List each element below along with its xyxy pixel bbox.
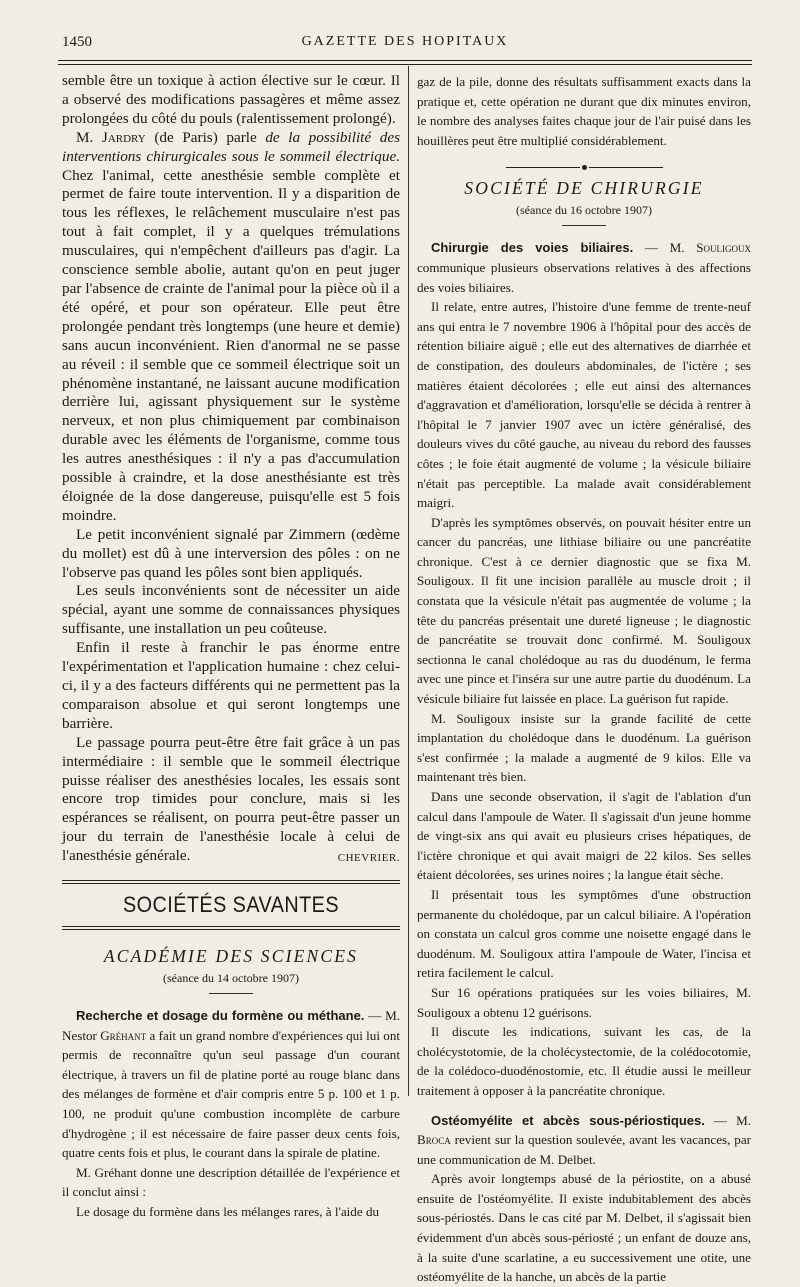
author-name: Souligoux [696, 240, 751, 256]
academy-heading: ACADÉMIE DES SCIENCES [103, 946, 359, 967]
paragraph: gaz de la pile, donne des résultats suffisamment exacts dans la pratique et, cette opération ne durant que dix minutes environ, le nombre des analyses faites chaque jour de l'air puisé dans les houillères peut être multiplié considérablement. [417, 74, 751, 148]
page-number: 1450 [62, 34, 92, 50]
paragraph: Dans une seconde observation, il s'agit de l'ablation d'un calcul dans l'ampoule de Water. Il s'agissait d'un jeune homme de vingt-six ans qui avait eu plusieurs crises hépatiques, de l'ictère chronique et qui avait maigri de 22 kilos. Ses selles étaient décolorées, ses urines noires ; la langue était sèche. [417, 789, 751, 883]
journal-title: GAZETTE DES HOPITAUX [301, 34, 509, 49]
article-title: Ostéomyélite et abcès sous-périostiques. [431, 1112, 705, 1128]
paragraph-last [62, 734, 400, 866]
paragraph: semble être un toxique à action élective sur le cœur. Il a observé des modifications passagères et même assez prolongées du côté du pouls (ralentissement prolongé). [62, 72, 400, 127]
paragraph-jardry [62, 129, 400, 526]
text: communique plusieurs observations relatives à des affections des voies biliaires. [417, 259, 751, 295]
text: Le passage pourra peut-être être fait grâce à un pas intermédiaire : il semble que le sommeil électrique puisse réaliser des anesthésies locales, les essais sont encore trop timides pour conclure, mais si les espérances se réalisent, on pourra peut-être passer un jour du terrain de l'anesthésie locale à celui de l'anesthésie générale. [62, 733, 400, 865]
paragraph-methane [62, 1006, 400, 1163]
author-name: Gréhant [100, 1027, 147, 1043]
article-title: Chirurgie des voies biliaires. [431, 240, 634, 256]
author-signature: CHEVRIER. [337, 852, 400, 865]
surgery-heading: SOCIÉTÉ DE CHIRURGIE [464, 178, 704, 199]
text: — M. [633, 240, 697, 256]
left-column [62, 72, 400, 1222]
paragraph: M. Gréhant donne une description détaillée de l'expérience et il conclut ainsi : [62, 1164, 400, 1200]
text: — M. Nestor [62, 1008, 400, 1043]
paragraph: D'après les symptômes observés, on pouvait hésiter entre un cancer du pancréas, une lithiase biliaire ou une pancréatite chronique. C'est à ce dernier diagnostic que se fixa M. Souligoux. Il fit une incision parallèle au muscle droit ; il constata que la vésicule n'était pas augmentée de volume ; la tête du pancréas présentait une dureté ligneuse ; le diagnostic de pancréatite se trouvait donc confirmé. M. Souligoux sectionna le canal cholédoque au ras du duodénum, le ferma avec une pince et l'inséra sur une autre partie du duodénum. La vésicule biliaire fut laissée en place. La guérison fut rapide. [417, 514, 751, 707]
paragraph: Les seuls inconvénients sont de nécessiter un aide spécial, ayant une somme de connaissances physiques suffisante, une installation un peu coûteuse. [62, 582, 400, 638]
paragraph: Il discute les indications, suivant les cas, de la cholécystotomie, de la cholécystectomie, de la colédocotomie, de la colédoco-duodénostomie, etc. Il étudie aussi le meilleur traitement à opposer à la pancréatite chronique. [417, 1024, 751, 1098]
header-rule-thin [58, 64, 752, 65]
paragraph: M. Souligoux insiste sur la grande facilité de cette implantation du cholédoque dans le duodénum. La guérison s'est confirmée ; la malade a augmenté de 9 kilos. Elle va maintenant très bien. [417, 710, 751, 785]
paragraph: Après avoir longtemps abusé de la périostite, on a abusé ensuite de l'ostéomyélite. Il existe indubitablement des abcès sous-périostés. Dans le cas cité par M. Delbet, il s'agissait bien évidemment d'un abcès sous-périosté ; un enfant de douze ans, à la suite d'une scarlatine, a eu successivement une otite, une ostéomyélite de la hanche, un abcès de la partie [417, 1171, 751, 1285]
author-name: Broca [417, 1132, 451, 1148]
paragraph: Le dosage du formène dans les mélanges rares, à l'aide du [76, 1204, 380, 1219]
section-heading: SOCIÉTÉS SAVANTES [123, 892, 339, 918]
text: — M. [704, 1112, 751, 1128]
section-rule [62, 880, 400, 884]
paragraph: Il présentait tous les symptômes d'une obstruction permanente du cholédoque, par un calcul biliaire. A l'opération on constata un calcul gros comme une noisette engagé dans le duodénum. M. Souligoux attira l'ampoule de Water, l'incisa et retira facilement le calcul. [417, 886, 751, 981]
paragraph-biliary [417, 238, 751, 297]
short-rule [209, 993, 253, 994]
session-date: (séance du 14 octobre 1907) [163, 971, 299, 986]
page-header [62, 34, 748, 54]
paragraph: Il relate, entre autres, l'histoire d'une femme de trente-neuf ans qui entra le 7 novembre 1906 à l'hôpital pour des accès de rétention biliaire aiguë ; elle eut des alternatives de diarrhée et de constipation, des douleurs abdominales, de l'ictère ; ses matières étaient décolorées ; elle eut ainsi des alternances d'aggravation et d'amélioration, lorsqu'elle se décida à rentrer à l'hôpital le 7 janvier 1907 avec un ictère généralisé, des douleurs vives du côté gauche, au niveau du rebord des fausses côtes ; le foie était augmenté de volume ; la vésicule biliaire n'était pas perceptible. La malade avait considérablement maigri. [417, 299, 751, 511]
paragraph: Enfin il reste à franchir le pas énorme entre l'expérimentation et l'application humaine : chez celui-ci, il y a des facteurs différents qui ne permettent pas la comparaison absolue et qui seront longtemps une barrière. [62, 639, 400, 732]
text: Chez l'animal, cette anesthésie semble complète et permet de faire toute intervention. Il y a disparition de tous les réflexes, le relâchement musculaire n'est pas tout à fait complet, il y a quelques trémulations musculaires, qui n'empêchent d'ailleurs pas d'agir. La conscience semble abolie, autant qu'on en peut juger par l'absence de crainte de l'animal pour la pièce où il a été opéré, et pour son opérateur. Elle peut être prolongée pendant très longtemps (une heure et demie) sans aucun inconvénient. Rien d'anormal ne se passe au réveil : il semble que ce sommeil électrique soit un phénomène instantané, ne laissant aucune modification derrière lui, agissant physiquement sur le système nerveux, et non plus chimiquement par combinaison durable avec les éléments de l'organisme, comme tous les autres anesthésiques : il n'y a pas d'accumulation possible à craindre, et la dose anesthésiante est très éloignée de la dose dangereuse, puisqu'elle est 5 fois moindre. [62, 166, 400, 524]
column-divider [408, 66, 409, 1096]
text: (de Paris) parle [145, 128, 266, 146]
session-date: (séance du 16 octobre 1907) [516, 203, 652, 218]
header-rule [58, 60, 752, 61]
author-name: M. Jardry [76, 128, 146, 146]
right-column [417, 72, 751, 1287]
talk-title: de la possibilité des interventions chirurgicales sous le sommeil électrique. [62, 128, 400, 165]
text: a fait un grand nombre d'expériences qui lui ont permis de reconnaître qu'un seul passage d'un courant électrique, à travers un fil de platine porté au rouge blanc dans des mélanges de formène et d'air compris entre 5 p. 100 et 1 p. 100, ne produit qu'une combustion incomplète de carbure d'hydrogène ; il est nécessaire de faire passer deux cents fois, quatre cents fois et plus, le courant dans la spirale de platine. [62, 1027, 401, 1161]
paragraph-osteo [417, 1111, 751, 1170]
ornament-divider [417, 158, 751, 168]
paragraph: Sur 16 opérations pratiquées sur les voies biliaires, M. Souligoux a obtenu 12 guérisons. [417, 984, 751, 1020]
article-title: Recherche et dosage du formène ou méthane. [76, 1008, 365, 1024]
text: revient sur la question soulevée, avant les vacances, par une communication de M. Delbet. [417, 1132, 751, 1167]
paragraph: Le petit inconvénient signalé par Zimmern (œdème du mollet) est dû à une interversion des pôles : on ne l'observe pas quand les pôles sont bien appliqués. [62, 525, 400, 581]
short-rule [562, 225, 606, 226]
